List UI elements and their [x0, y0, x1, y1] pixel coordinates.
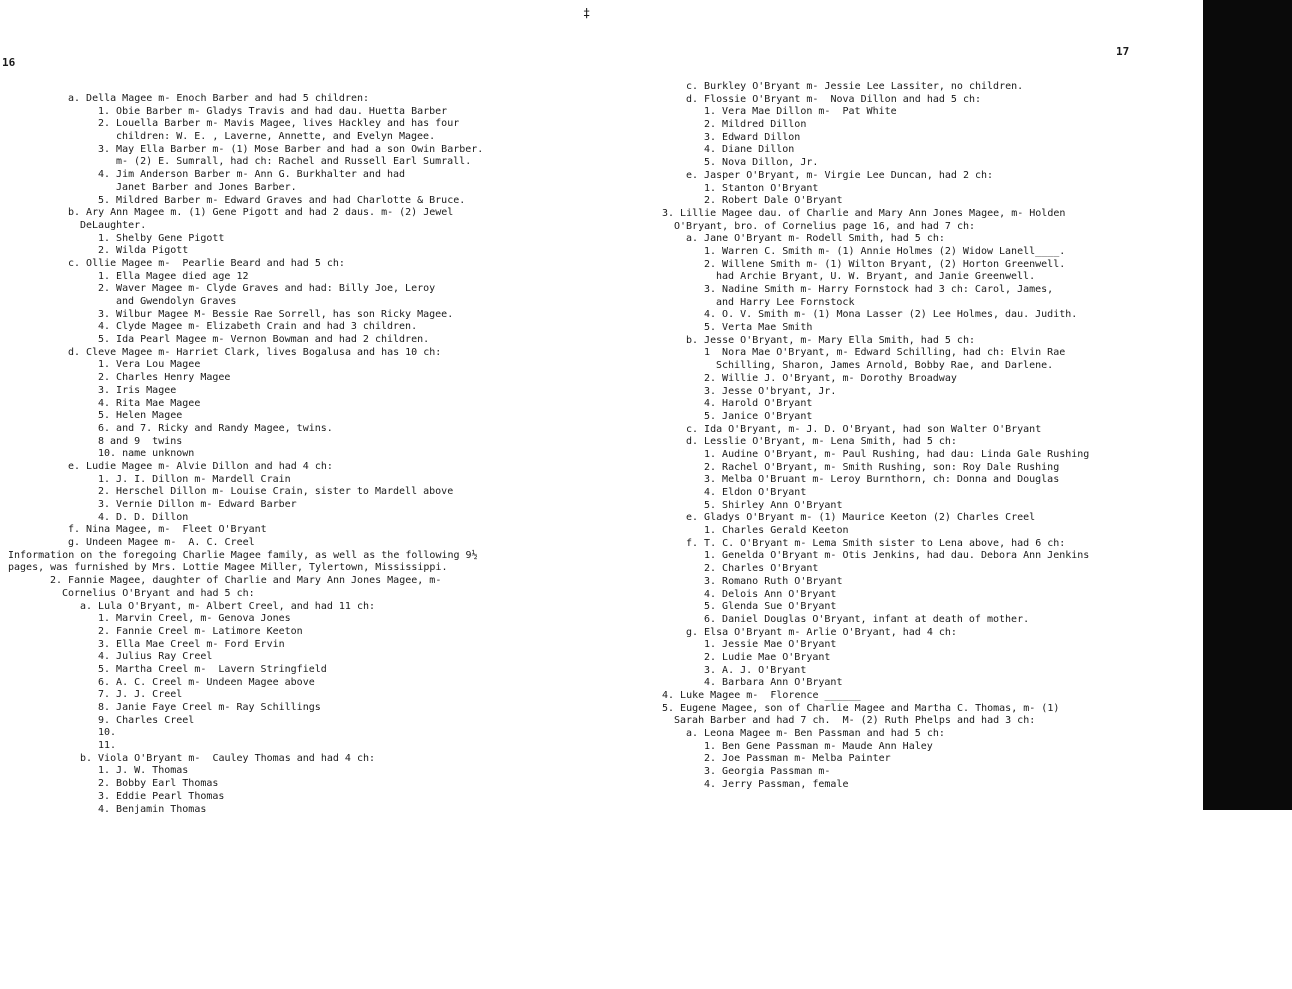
right-page-line: 2. Willene Smith m- (1) Wilton Bryant, (2) Horton Greenwell. [704, 258, 1066, 270]
right-page-line: 1. Ben Gene Passman m- Maude Ann Haley [704, 740, 933, 752]
right-page-line: 1. Genelda O'Bryant m- Otis Jenkins, had dau. Debora Ann Jenkins [704, 550, 1090, 562]
right-page-line: d. Lesslie O'Bryant, m- Lena Smith, had 5 ch: [686, 436, 957, 448]
right-page-line: had Archie Bryant, U. W. Bryant, and Janie Greenwell. [716, 271, 1036, 283]
left-page-line: 4. Benjamin Thomas [98, 803, 207, 815]
right-page-line: c. Ida O'Bryant, m- J. D. O'Bryant, had son Walter O'Bryant [686, 423, 1042, 435]
left-page-line: 7. J. J. Creel [98, 689, 183, 701]
right-page-line: 2. Ludie Mae O'Bryant [704, 651, 831, 663]
left-page-line: 9. Charles Creel [98, 714, 195, 726]
right-page-line: 2. Charles O'Bryant [704, 563, 819, 575]
left-page-line: pages, was furnished by Mrs. Lottie Magee Miller, Tylertown, Mississippi. [8, 562, 448, 574]
binding-mark: ‡ [583, 6, 591, 20]
left-page-line: 2. Wilda Pigott [98, 245, 189, 257]
left-page-line: 2. Fannie Magee, daughter of Charlie and Mary Ann Jones Magee, m- [50, 575, 442, 587]
right-page-line: a. Leona Magee m- Ben Passman and had 5 ch: [686, 728, 945, 740]
left-page-line: Janet Barber and Jones Barber. [116, 181, 297, 193]
left-page-line: 2. Louella Barber m- Mavis Magee, lives Hackley and has four [98, 118, 460, 130]
left-page-line: 6. and 7. Ricky and Randy Magee, twins. [98, 422, 333, 434]
left-page-line: and Gwendolyn Graves [116, 296, 237, 307]
right-page-line: Schilling, Sharon, James Arnold, Bobby Rae, and Darlene. [716, 360, 1054, 372]
right-page-line: 1. Charles Gerald Keeton [704, 525, 849, 537]
right-page-line: 3. A. J. O'Bryant [704, 664, 807, 676]
right-page-line: 5. Janice O'Bryant [704, 410, 813, 422]
right-page-line: 4. Harold O'Bryant [704, 398, 813, 410]
left-page-line: 3. Vernie Dillon m- Edward Barber [98, 499, 297, 510]
right-page-line: 1. Warren C. Smith m- (1) Annie Holmes (2) Widow Lanell____. [704, 245, 1066, 257]
right-page-line: 5. Shirley Ann O'Bryant [704, 499, 843, 511]
left-page-line: 4. Clyde Magee m- Elizabeth Crain and had 3 children. [98, 321, 418, 333]
left-page-line: 5. Mildred Barber m- Edward Graves and had Charlotte & Bruce. [98, 194, 466, 206]
left-page-line: e. Ludie Magee m- Alvie Dillon and had 4 ch: [68, 460, 333, 472]
right-page-line: c. Burkley O'Bryant m- Jessie Lee Lassiter, no children. [686, 81, 1024, 92]
left-page-line: a. Della Magee m- Enoch Barber and had 5 children: [68, 93, 370, 104]
left-page-line: 2. Waver Magee m- Clyde Graves and had: Billy Joe, Leroy [98, 283, 436, 295]
right-page-line: b. Jesse O'Bryant, m- Mary Ella Smith, had 5 ch: [686, 334, 975, 346]
left-page-line: f. Nina Magee, m- Fleet O'Bryant [68, 524, 267, 536]
left-page-line: 10. name unknown [98, 448, 195, 460]
right-page-line: f. T. C. O'Bryant m- Lema Smith sister to Lena above, had 6 ch: [686, 537, 1066, 549]
right-page-line: 5. Glenda Sue O'Bryant [704, 601, 837, 613]
left-page-line: 3. Ella Mae Creel m- Ford Ervin [98, 638, 285, 650]
right-page-line: 6. Daniel Douglas O'Bryant, infant at death of mother. [704, 613, 1030, 625]
right-page-line: and Harry Lee Fornstock [716, 296, 855, 308]
left-page-line: 10. [98, 727, 117, 739]
right-page-line: 2. Willie J. O'Bryant, m- Dorothy Broadway [704, 372, 957, 384]
right-page-line: O'Bryant, bro. of Cornelius page 16, and had 7 ch: [674, 220, 976, 232]
left-page-line: 6. A. C. Creel m- Undeen Magee above [98, 676, 315, 688]
left-page-line: Information on the foregoing Charlie Magee family, as well as the following 9½ [8, 549, 478, 561]
left-page-line: 4. D. D. Dillon [98, 511, 189, 523]
left-page-line: 5. Helen Magee [98, 410, 183, 422]
right-page-line: 2. Rachel O'Bryant, m- Smith Rushing, son: Roy Dale Rushing [704, 461, 1060, 473]
right-page-line: 3. Georgia Passman m- [704, 766, 831, 778]
right-page-line: 3. Nadine Smith m- Harry Fornstock had 3 ch: Carol, James, [704, 284, 1054, 295]
left-page-line: 3. May Ella Barber m- (1) Mose Barber and had a son Owin Barber. [98, 143, 484, 155]
right-page-line: 3. Edward Dillon [704, 131, 801, 143]
left-page-line: 8. Janie Faye Creel m- Ray Schillings [98, 702, 321, 713]
right-page-text [662, 81, 1089, 792]
left-page-line: a. Lula O'Bryant, m- Albert Creel, and had 11 ch: [80, 600, 376, 612]
right-page-number: 17 [1116, 45, 1130, 58]
left-page-line: c. Ollie Magee m- Pearlie Beard and had 5 ch: [68, 257, 345, 269]
left-page-line: 3. Wilbur Magee M- Bessie Rae Sorrell, has son Ricky Magee. [98, 308, 454, 320]
left-page-line: 5. Ida Pearl Magee m- Vernon Bowman and had 2 children. [98, 334, 430, 346]
right-page-line: 5. Eugene Magee, son of Charlie Magee and Martha C. Thomas, m- (1) [662, 702, 1060, 714]
left-page-text [8, 93, 483, 816]
right-page-line: 4. Barbara Ann O'Bryant [704, 677, 843, 689]
left-page-line: 4. Jim Anderson Barber m- Ann G. Burkhalter and had [98, 169, 406, 181]
right-page-line: g. Elsa O'Bryant m- Arlie O'Bryant, had 4 ch: [686, 626, 957, 638]
left-page-line: 11. [98, 740, 117, 752]
right-page-line: a. Jane O'Bryant m- Rodell Smith, had 5 ch: [686, 233, 945, 245]
left-page-line: 1. Obie Barber m- Gladys Travis and had dau. Huetta Barber [98, 105, 448, 117]
left-page-line: 1. Marvin Creel, m- Genova Jones [98, 613, 291, 625]
left-page-line: m- (2) E. Sumrall, had ch: Rachel and Russell Earl Sumrall. [116, 156, 472, 168]
left-page-line: 2. Charles Henry Magee [98, 372, 231, 384]
right-page-line: 1. Stanton O'Bryant [704, 182, 819, 194]
right-page-line: 2. Joe Passman m- Melba Painter [704, 753, 891, 765]
right-page-line: 1. Vera Mae Dillon m- Pat White [704, 106, 897, 118]
right-page-line: 4. O. V. Smith m- (1) Mona Lasser (2) Lee Holmes, dau. Judith. [704, 309, 1078, 321]
right-page-line: 3. Romano Ruth O'Bryant [704, 575, 843, 587]
right-page-line: 5. Verta Mae Smith [704, 322, 813, 334]
right-page-line: d. Flossie O'Bryant m- Nova Dillon and had 5 ch: [686, 93, 982, 105]
right-page-line: 5. Nova Dillon, Jr. [704, 157, 819, 169]
right-page-line: 4. Luke Magee m- Florence ______ [662, 690, 861, 701]
right-page-line: 4. Eldon O'Bryant [704, 487, 807, 498]
left-page-line: 5. Martha Creel m- Lavern Stringfield [98, 663, 327, 675]
left-page-line: 4. Rita Mae Magee [98, 397, 201, 409]
left-page-line: 3. Eddie Pearl Thomas [98, 790, 225, 802]
left-page-line: 1. J. I. Dillon m- Mardell Crain [98, 473, 291, 485]
left-page-line: g. Undeen Magee m- A. C. Creel [68, 537, 255, 549]
right-page-line: 1. Jessie Mae O'Bryant [704, 639, 837, 651]
left-page-line: Cornelius O'Bryant and had 5 ch: [62, 587, 255, 599]
left-page-line: 3. Iris Magee [98, 384, 177, 396]
left-page-line: 1. J. W. Thomas [98, 765, 189, 777]
right-page-line: 4. Delois Ann O'Bryant [704, 588, 837, 600]
left-page-line: 2. Bobby Earl Thomas [98, 778, 219, 790]
right-page-line: 4. Diane Dillon [704, 144, 795, 156]
right-page-line: 3. Jesse O'bryant, Jr. [704, 385, 837, 397]
left-page-line: 1. Vera Lou Magee [98, 359, 201, 371]
left-page-line: 2. Fannie Creel m- Latimore Keeton [98, 625, 303, 637]
right-page-line: 4. Jerry Passman, female [704, 778, 849, 790]
left-page-number: 16 [2, 56, 16, 69]
left-page-line: 1. Shelby Gene Pigott [98, 232, 225, 244]
left-page-line: 2. Herschel Dillon m- Louise Crain, sister to Mardell above [98, 486, 454, 498]
left-page-line: 8 and 9 twins [98, 435, 183, 447]
right-page-line: 2. Mildred Dillon [704, 119, 807, 131]
left-page-line: DeLaughter. [80, 219, 147, 231]
left-page-line: b. Viola O'Bryant m- Cauley Thomas and had 4 ch: [80, 752, 376, 764]
right-page-line: 3. Lillie Magee dau. of Charlie and Mary Ann Jones Magee, m- Holden [662, 207, 1066, 219]
scan-dark-edge [1203, 0, 1292, 810]
right-page-line: 2. Robert Dale O'Bryant [704, 195, 843, 207]
right-page-line: e. Jasper O'Bryant, m- Virgie Lee Duncan, had 2 ch: [686, 169, 994, 181]
right-page-line: e. Gladys O'Bryant m- (1) Maurice Keeton (2) Charles Creel [686, 512, 1036, 524]
right-page-line: 1. Audine O'Bryant, m- Paul Rushing, had dau: Linda Gale Rushing [704, 448, 1090, 460]
right-page-line: 3. Melba O'Bruant m- Leroy Burnthorn, ch: Donna and Douglas [704, 474, 1060, 486]
left-page-line: children: W. E. , Laverne, Annette, and Evelyn Magee. [116, 131, 436, 143]
left-page-line: d. Cleve Magee m- Harriet Clark, lives Bogalusa and has 10 ch: [68, 346, 442, 358]
left-page-line: 4. Julius Ray Creel [98, 651, 213, 663]
right-page-line: 1 Nora Mae O'Bryant, m- Edward Schilling, had ch: Elvin Rae [704, 347, 1066, 359]
left-page-line: 1. Ella Magee died age 12 [98, 270, 249, 282]
right-page-line: Sarah Barber and had 7 ch. M- (2) Ruth Phelps and had 3 ch: [674, 715, 1036, 727]
left-page-line: b. Ary Ann Magee m. (1) Gene Pigott and had 2 daus. m- (2) Jewel [68, 207, 454, 219]
